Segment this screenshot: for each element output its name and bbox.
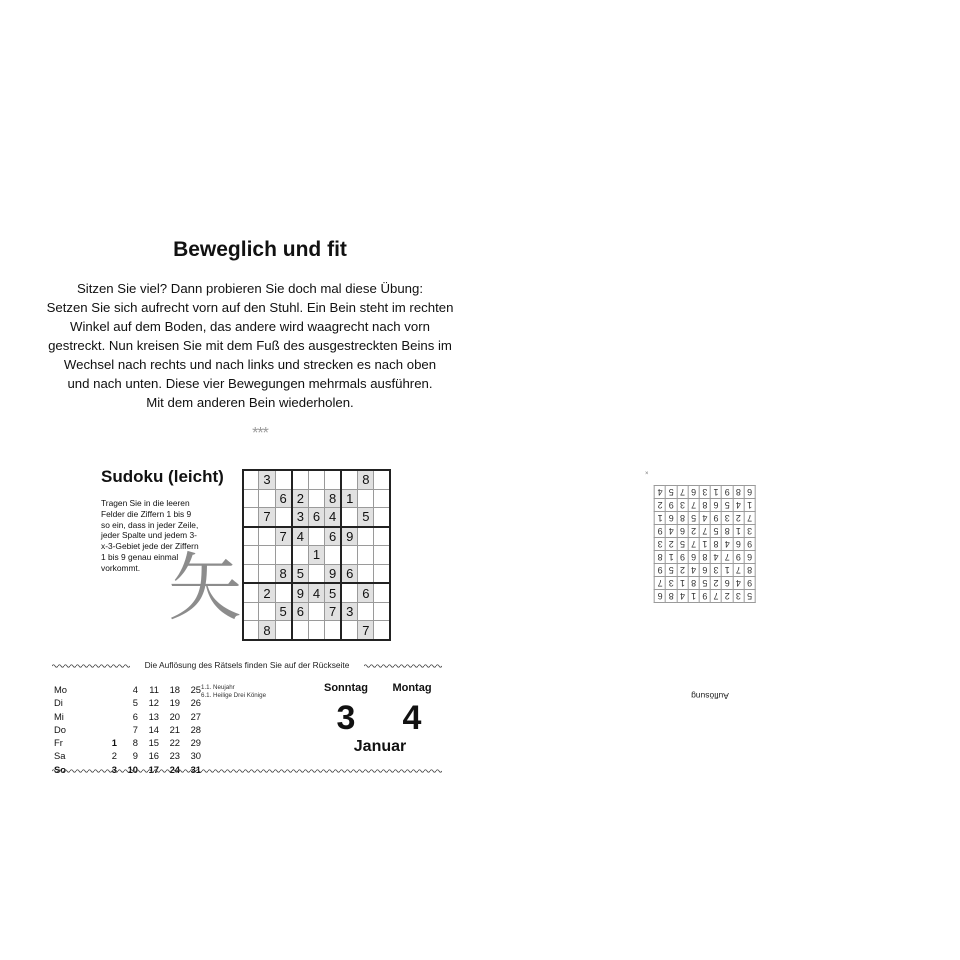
solution-cell: 1 — [655, 512, 666, 525]
solution-cell: 8 — [722, 525, 733, 538]
sudoku-cell[interactable] — [259, 546, 275, 565]
solution-cell: 7 — [688, 499, 699, 512]
solution-cell: 5 — [699, 577, 710, 590]
solution-cell: 8 — [710, 538, 721, 551]
calendar-date: 15 — [148, 737, 159, 749]
sudoku-cell: 6 — [275, 489, 292, 508]
sudoku-row — [243, 583, 390, 602]
sudoku-row — [243, 508, 390, 527]
wavy-divider — [52, 663, 130, 669]
solution-cell: 6 — [744, 486, 755, 499]
sudoku-cell[interactable] — [358, 602, 374, 621]
sudoku-cell[interactable] — [308, 564, 324, 583]
sudoku-cell[interactable] — [308, 621, 324, 640]
text-line: Winkel auf dem Boden, das andere wird waagrecht nach vorn — [70, 319, 430, 334]
sudoku-cell: 6 — [325, 527, 342, 546]
weekday-label: Mi — [54, 710, 64, 722]
text-line: Sitzen Sie viel? Dann probieren Sie doch mal diese Übung: — [76, 281, 423, 296]
day-name-monday: Montag — [392, 682, 432, 694]
solution-cell: 1 — [666, 551, 677, 564]
text-line: und nach unten. Diese vier Bewegungen mehrmals ausführen. — [67, 376, 433, 391]
solution-cell: 9 — [655, 525, 666, 538]
sudoku-row — [243, 564, 390, 583]
weekday-label: Do — [54, 723, 66, 735]
solution-cell: 7 — [699, 525, 710, 538]
calendar-date: 4 — [132, 684, 138, 695]
solution-row — [655, 590, 756, 603]
sudoku-cell[interactable] — [243, 546, 259, 565]
calendar-date: 25 — [190, 684, 201, 695]
solution-cell: 3 — [710, 564, 721, 577]
sudoku-cell: 7 — [325, 602, 342, 621]
sudoku-cell: 6 — [308, 508, 324, 527]
calendar-date — [98, 724, 117, 735]
solution-cell: 4 — [733, 577, 744, 590]
solution-cell: 3 — [666, 577, 677, 590]
solution-cell: 7 — [744, 512, 755, 525]
solution-notice: Die Auflösung des Rätsels finden Sie auf der Rückseite — [144, 660, 350, 670]
solution-cell: 9 — [666, 499, 677, 512]
sudoku-row — [243, 546, 390, 565]
sudoku-cell: 4 — [292, 527, 309, 546]
sudoku-row — [243, 470, 390, 489]
calendar-row — [54, 697, 201, 708]
sudoku-cell[interactable] — [325, 470, 342, 489]
sudoku-cell: 5 — [325, 583, 342, 602]
calendar-date: 18 — [169, 684, 180, 695]
wavy-divider-bottom — [52, 768, 442, 774]
sudoku-cell[interactable] — [275, 508, 292, 527]
solution-cell: 1 — [722, 564, 733, 577]
solution-notice-row — [52, 660, 442, 672]
sudoku-cell[interactable] — [259, 564, 275, 583]
solution-cell: 9 — [722, 486, 733, 499]
text-line: Setzen Sie sich aufrecht vorn auf den Stuhl. Ein Bein steht im rechten — [46, 300, 454, 315]
sudoku-cell[interactable] — [308, 527, 324, 546]
solution-cell: 8 — [666, 590, 677, 603]
solution-cell: 4 — [699, 512, 710, 525]
solution-cell: 1 — [677, 577, 688, 590]
sudoku-cell[interactable] — [341, 621, 358, 640]
solution-row — [655, 486, 756, 499]
sudoku-cell[interactable] — [292, 470, 309, 489]
calendar-date: 6 — [132, 710, 138, 722]
sudoku-cell: 1 — [308, 546, 324, 565]
solution-cell: 5 — [666, 486, 677, 499]
sudoku-row — [243, 489, 390, 508]
sudoku-cell[interactable] — [374, 564, 390, 583]
solution-cell: 6 — [710, 499, 721, 512]
calendar-row — [54, 737, 201, 748]
solution-cell: 8 — [744, 564, 755, 577]
solution-row — [655, 499, 756, 512]
calendar-date: 22 — [169, 737, 180, 749]
day-name-sunday: Sonntag — [324, 682, 368, 694]
sudoku-cell[interactable] — [374, 489, 390, 508]
sudoku-cell[interactable] — [374, 527, 390, 546]
solution-cell: 2 — [710, 577, 721, 590]
sudoku-cell: 5 — [275, 602, 292, 621]
weekday-label: Di — [54, 697, 63, 709]
calendar-date: 29 — [190, 737, 201, 749]
sudoku-cell: 5 — [292, 564, 309, 583]
solution-cell: 3 — [699, 486, 710, 499]
sudoku-instructions: Tragen Sie in die leeren Felder die Ziffern 1 bis 9 so ein, dass in jeder Zeile, jeder Spalte und jedem 3-x-3-Gebiet jede der Ziffern 1 bis 9 genau einmal vorkommt. — [101, 498, 199, 573]
solution-cell: 2 — [666, 538, 677, 551]
sudoku-cell[interactable] — [275, 546, 292, 565]
sudoku-cell: 6 — [292, 602, 309, 621]
calendar-row — [54, 711, 201, 722]
solution-cell: 7 — [733, 564, 744, 577]
calendar-date — [98, 711, 117, 722]
weekday-label: Mo — [54, 684, 68, 695]
day-number-monday: 4 — [402, 699, 422, 737]
solution-cell: 7 — [677, 486, 688, 499]
sudoku-cell: 1 — [341, 489, 358, 508]
calendar-date — [98, 684, 117, 695]
sudoku-cell[interactable] — [374, 546, 390, 565]
solution-row — [655, 538, 756, 551]
sudoku-cell: 7 — [275, 527, 292, 546]
sudoku-cell[interactable] — [341, 583, 358, 602]
sudoku-grid[interactable] — [242, 469, 391, 641]
kanji-symbol: 矢 — [168, 545, 242, 631]
sudoku-cell[interactable] — [243, 527, 259, 546]
holiday-item: 1.1. Neujahr — [201, 684, 235, 691]
solution-cell: 9 — [733, 551, 744, 564]
sudoku-cell[interactable] — [243, 470, 259, 489]
sudoku-cell[interactable] — [259, 489, 275, 508]
calendar-date: 23 — [169, 750, 180, 762]
month-name: Januar — [353, 738, 407, 755]
solution-cell: 6 — [699, 564, 710, 577]
sudoku-cell: 7 — [259, 508, 275, 527]
calendar-date: 7 — [132, 723, 138, 735]
solution-cell: 2 — [733, 512, 744, 525]
solution-cell: 6 — [666, 512, 677, 525]
solution-cell: 8 — [655, 551, 666, 564]
sudoku-row — [243, 621, 390, 640]
solution-cell: 2 — [722, 590, 733, 603]
solution-cell: 2 — [677, 564, 688, 577]
sudoku-cell: 4 — [308, 583, 324, 602]
solution-cell: 4 — [710, 551, 721, 564]
sudoku-cell: 6 — [341, 564, 358, 583]
calendar-date: 2 — [111, 750, 117, 762]
calendar-date: 30 — [190, 750, 201, 762]
solution-cell: 8 — [677, 512, 688, 525]
calendar-date: 26 — [190, 697, 201, 709]
sudoku-cell: 5 — [358, 508, 374, 527]
solution-cell: 6 — [744, 551, 755, 564]
sudoku-title: Sudoku (leicht) — [101, 467, 224, 486]
solution-cell: 2 — [655, 499, 666, 512]
sudoku-cell: 8 — [275, 564, 292, 583]
text-line: gestreckt. Nun kreisen Sie mit dem Fuß des ausgestreckten Beins im — [48, 338, 452, 353]
solution-row — [655, 551, 756, 564]
day-number-sunday: 3 — [336, 699, 356, 737]
sudoku-cell[interactable] — [341, 508, 358, 527]
solution-cell: 5 — [688, 512, 699, 525]
sudoku-cell: 3 — [341, 602, 358, 621]
weekday-label: Sa — [54, 750, 66, 762]
solution-row — [655, 577, 756, 590]
mini-calendar — [52, 682, 203, 777]
solution-cell: 1 — [699, 538, 710, 551]
calendar-date: 20 — [169, 710, 180, 722]
sudoku-cell: 2 — [259, 583, 275, 602]
sudoku-cell[interactable] — [259, 602, 275, 621]
sudoku-cell[interactable] — [308, 602, 324, 621]
sudoku-cell: 9 — [341, 527, 358, 546]
solution-cell: 1 — [744, 499, 755, 512]
solution-cell: 3 — [744, 525, 755, 538]
sudoku-cell[interactable] — [374, 508, 390, 527]
solution-row — [655, 512, 756, 525]
solution-cell: 3 — [655, 538, 666, 551]
solution-row — [655, 564, 756, 577]
solution-cell: 4 — [688, 564, 699, 577]
calendar-date: 28 — [190, 723, 201, 735]
calendar-row — [54, 684, 201, 695]
calendar-row — [54, 750, 201, 761]
calendar-date: 12 — [148, 697, 159, 709]
solution-cell: 4 — [677, 590, 688, 603]
solution-cell: 5 — [710, 525, 721, 538]
page-title: Beweglich und fit — [173, 238, 347, 261]
solution-cell: 2 — [688, 525, 699, 538]
sudoku-cell: 8 — [358, 470, 374, 489]
solution-cell: 1 — [733, 525, 744, 538]
sudoku-cell: 8 — [259, 621, 275, 640]
solution-cell: 6 — [688, 486, 699, 499]
solution-cell: 4 — [733, 499, 744, 512]
solution-cell: 7 — [722, 551, 733, 564]
sudoku-cell: 3 — [259, 470, 275, 489]
sudoku-cell[interactable] — [341, 470, 358, 489]
text-line: Wechsel nach rechts und nach links und strecken es nach oben — [63, 357, 437, 372]
sudoku-cell: 3 — [292, 508, 309, 527]
calendar-date: 13 — [148, 710, 159, 722]
sudoku-cell: 6 — [358, 583, 374, 602]
solution-cell: 4 — [655, 486, 666, 499]
solution-cell: 8 — [733, 486, 744, 499]
solution-cell: 8 — [688, 577, 699, 590]
sudoku-cell[interactable] — [243, 508, 259, 527]
sudoku-cell[interactable] — [243, 564, 259, 583]
text-line: Mit dem anderen Bein wiederholen. — [146, 395, 354, 410]
solution-cell: 5 — [722, 499, 733, 512]
solution-cell: 3 — [722, 512, 733, 525]
sudoku-cell[interactable] — [358, 527, 374, 546]
calendar-date: 14 — [148, 723, 159, 735]
solution-cell: 8 — [699, 499, 710, 512]
sudoku-cell[interactable] — [243, 621, 259, 640]
solution-cell: 8 — [699, 551, 710, 564]
solution-label: Auflösung — [691, 691, 729, 701]
calendar-date: 27 — [190, 710, 201, 722]
holiday-list — [201, 684, 266, 700]
solution-cell: 1 — [688, 590, 699, 603]
calendar-date: 21 — [169, 723, 180, 735]
solution-row — [655, 525, 756, 538]
solution-cell: 1 — [710, 486, 721, 499]
calendar-row — [54, 724, 201, 735]
solution-cell: 6 — [688, 551, 699, 564]
solution-cell: 7 — [710, 590, 721, 603]
sudoku-cell: 8 — [325, 489, 342, 508]
sudoku-cell[interactable] — [308, 470, 324, 489]
sudoku-cell[interactable] — [243, 602, 259, 621]
sudoku-cell[interactable] — [243, 583, 259, 602]
solution-cell: 6 — [733, 538, 744, 551]
solution-cell: 5 — [744, 590, 755, 603]
calendar-date: 1 — [111, 737, 117, 749]
calendar-date: 16 — [148, 750, 159, 762]
sudoku-cell: 9 — [325, 564, 342, 583]
sudoku-cell: 2 — [292, 489, 309, 508]
calendar-date: 8 — [132, 737, 138, 749]
calendar-date: 19 — [169, 697, 180, 709]
sudoku-cell[interactable] — [374, 602, 390, 621]
calendar-date: 9 — [132, 750, 138, 762]
solution-grid — [654, 485, 756, 603]
solution-cell: 5 — [666, 564, 677, 577]
sudoku-cell[interactable] — [275, 621, 292, 640]
sudoku-cell[interactable] — [243, 489, 259, 508]
sudoku-cell[interactable] — [259, 527, 275, 546]
sudoku-cell[interactable] — [358, 564, 374, 583]
sudoku-cell[interactable] — [374, 583, 390, 602]
calendar-date: 11 — [149, 684, 159, 695]
solution-cell: 7 — [655, 577, 666, 590]
solution-cell: 9 — [710, 512, 721, 525]
solution-cell: 9 — [677, 551, 688, 564]
exercise-text — [45, 279, 455, 412]
wavy-divider — [364, 663, 442, 669]
solution-cell: 9 — [744, 538, 755, 551]
sudoku-cell[interactable] — [292, 546, 309, 565]
solution-cell: 4 — [722, 538, 733, 551]
solution-cell: 7 — [688, 538, 699, 551]
sudoku-cell[interactable] — [341, 546, 358, 565]
sudoku-row — [243, 602, 390, 621]
sudoku-cell[interactable] — [325, 621, 342, 640]
solution-cell: 6 — [677, 525, 688, 538]
sudoku-cell[interactable] — [275, 583, 292, 602]
sudoku-cell[interactable] — [358, 489, 374, 508]
solution-cell: 9 — [744, 577, 755, 590]
sudoku-row — [243, 527, 390, 546]
solution-cell: 6 — [655, 590, 666, 603]
separator-stars: *** — [252, 425, 268, 442]
holiday-item: 6.1. Heilige Drei Könige — [201, 692, 267, 699]
crop-mark: × — [645, 471, 649, 477]
solution-cell: 3 — [677, 499, 688, 512]
solution-cell: 9 — [655, 564, 666, 577]
sudoku-cell[interactable] — [292, 621, 309, 640]
solution-cell: 9 — [699, 590, 710, 603]
solution-cell: 5 — [677, 538, 688, 551]
sudoku-cell: 7 — [358, 621, 374, 640]
sudoku-cell: 9 — [292, 583, 309, 602]
sudoku-cell[interactable] — [308, 489, 324, 508]
calendar-date — [98, 697, 117, 708]
sudoku-cell[interactable] — [374, 470, 390, 489]
sudoku-cell[interactable] — [325, 546, 342, 565]
sudoku-cell[interactable] — [374, 621, 390, 640]
solution-cell: 6 — [722, 577, 733, 590]
sudoku-cell[interactable] — [275, 470, 292, 489]
sudoku-cell[interactable] — [358, 546, 374, 565]
solution-cell: 4 — [666, 525, 677, 538]
weekday-label: Fr — [54, 737, 63, 749]
solution-cell: 3 — [733, 590, 744, 603]
sudoku-cell: 4 — [325, 508, 342, 527]
calendar-date: 5 — [132, 697, 138, 709]
